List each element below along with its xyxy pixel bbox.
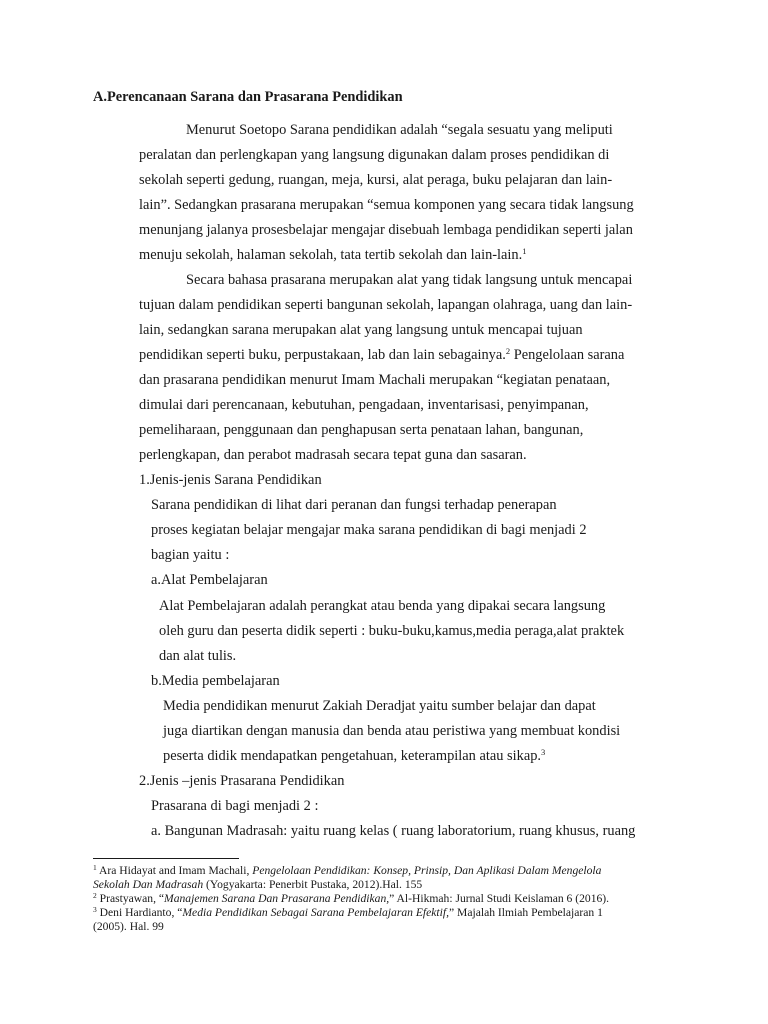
body-line bbox=[139, 346, 624, 364]
body-line: dan prasarana pendidikan menurut Imam Machali merupakan “kegiatan penataan, bbox=[139, 372, 611, 388]
body-line-text: peserta didik mendapatkan pengetahuan, keterampilan atau sikap. bbox=[163, 748, 542, 764]
footnote-title: Pengelolaan Pendidikan: Konsep, Prinsip, Dan Aplikasi Dalam Mengelola bbox=[252, 864, 602, 877]
body-line-text: menuju sekolah, halaman sekolah, tata tertib sekolah dan lain-lain. bbox=[139, 247, 523, 263]
body-line: a. Bangunan Madrasah: yaitu ruang kelas ( ruang laboratorium, ruang khusus, ruang bbox=[151, 823, 636, 839]
body-line: peralatan dan perlengkapan yang langsung digunakan dalam proses pendidikan di bbox=[139, 147, 610, 163]
footnote-ref[interactable]: 1 bbox=[522, 246, 527, 256]
list-item-heading: b.Media pembelajaran bbox=[151, 673, 280, 689]
footnote-text: (Yogyakarta: Penerbit Pustaka, 2012).Hal. 155 bbox=[203, 878, 423, 891]
footnote-1 bbox=[93, 864, 601, 878]
body-line: bagian yaitu : bbox=[151, 547, 230, 563]
subsection-heading: 1.Jenis-jenis Sarana Pendidikan bbox=[139, 472, 322, 488]
body-line: Alat Pembelajaran adalah perangkat atau benda yang dipakai secara langsung bbox=[159, 598, 606, 614]
list-item-heading: a.Alat Pembelajaran bbox=[151, 572, 268, 588]
body-line: juga diartikan dengan manusia dan benda atau peristiwa yang membuat kondisi bbox=[163, 723, 621, 739]
footnote-text: Prastyawan, “ bbox=[96, 892, 165, 905]
footnote-text: ” Al-Hikmah: Jurnal Studi Keislaman 6 (2016). bbox=[389, 892, 610, 905]
body-line-text: Pengelolaan sarana bbox=[510, 347, 625, 363]
body-line: menunjang jalanya prosesbelajar mengajar disebuah lembaga pendidikan seperti jalan bbox=[139, 222, 633, 238]
footnote-number: 2 bbox=[93, 891, 97, 900]
body-line: perlengkapan, dan perabot madrasah secara tepat guna dan sasaran. bbox=[139, 447, 527, 463]
footnote-number: 3 bbox=[93, 905, 97, 914]
footnote-3 bbox=[93, 906, 603, 920]
footnote-text: ” Majalah Ilmiah Pembelajaran 1 bbox=[449, 906, 603, 919]
footnote-2 bbox=[93, 892, 609, 906]
body-line: lain”. Sedangkan prasarana merupakan “semua komponen yang secara tidak langsung bbox=[139, 197, 634, 213]
body-line: oleh guru dan peserta didik seperti : buku-buku,kamus,media peraga,alat praktek bbox=[159, 623, 625, 639]
footnote-title: Sekolah Dan Madrasah bbox=[93, 878, 204, 891]
footnote-1-cont bbox=[93, 878, 422, 892]
body-line bbox=[139, 246, 526, 264]
footnote-title: Manajemen Sarana Dan Prasarana Pendidikan, bbox=[164, 892, 390, 905]
footnote-text: Ara Hidayat and Imam Machali, bbox=[99, 864, 253, 877]
body-line: sekolah seperti gedung, ruangan, meja, kursi, alat peraga, buku pelajaran dan lain- bbox=[139, 172, 613, 188]
body-line: dimulai dari perencanaan, kebutuhan, pengadaan, inventarisasi, penyimpanan, bbox=[139, 397, 589, 413]
body-line: Sarana pendidikan di lihat dari peranan dan fungsi terhadap penerapan bbox=[151, 497, 557, 513]
body-line: Prasarana di bagi menjadi 2 : bbox=[151, 798, 319, 814]
footnote-ref[interactable]: 3 bbox=[541, 747, 546, 757]
subsection-heading: 2.Jenis –jenis Prasarana Pendidikan bbox=[139, 773, 345, 789]
body-line: lain, sedangkan sarana merupakan alat yang langsung untuk mencapai tujuan bbox=[139, 322, 583, 338]
section-heading: A.Perencanaan Sarana dan Prasarana Pendidikan bbox=[93, 89, 403, 105]
body-line: dan alat tulis. bbox=[159, 648, 237, 664]
footnote-text: Deni Hardianto, “ bbox=[96, 906, 183, 919]
footnote-title: Media Pendidikan Sebagai Sarana Pembelajaran Efektif, bbox=[182, 906, 449, 919]
footnote-3-cont: (2005). Hal. 99 bbox=[93, 920, 164, 933]
body-line: Secara bahasa prasarana merupakan alat yang tidak langsung untuk mencapai bbox=[186, 272, 633, 288]
footnote-separator bbox=[93, 858, 239, 859]
body-line: tujuan dalam pendidikan seperti bangunan sekolah, lapangan olahraga, uang dan lain- bbox=[139, 297, 633, 313]
footnote-ref[interactable]: 2 bbox=[505, 346, 511, 356]
body-line: proses kegiatan belajar mengajar maka sarana pendidikan di bagi menjadi 2 bbox=[151, 522, 587, 538]
body-line-text: pendidikan seperti buku, perpustakaan, lab dan lain sebagainya. bbox=[139, 347, 506, 363]
body-line: Media pendidikan menurut Zakiah Deradjat yaitu sumber belajar dan dapat bbox=[163, 698, 596, 714]
body-line: Menurut Soetopo Sarana pendidikan adalah “segala sesuatu yang meliputi bbox=[186, 122, 613, 138]
body-line: pemeliharaan, penggunaan dan penghapusan serta penataan lahan, bangunan, bbox=[139, 422, 584, 438]
body-line bbox=[163, 747, 545, 765]
footnote-number: 1 bbox=[93, 863, 97, 872]
